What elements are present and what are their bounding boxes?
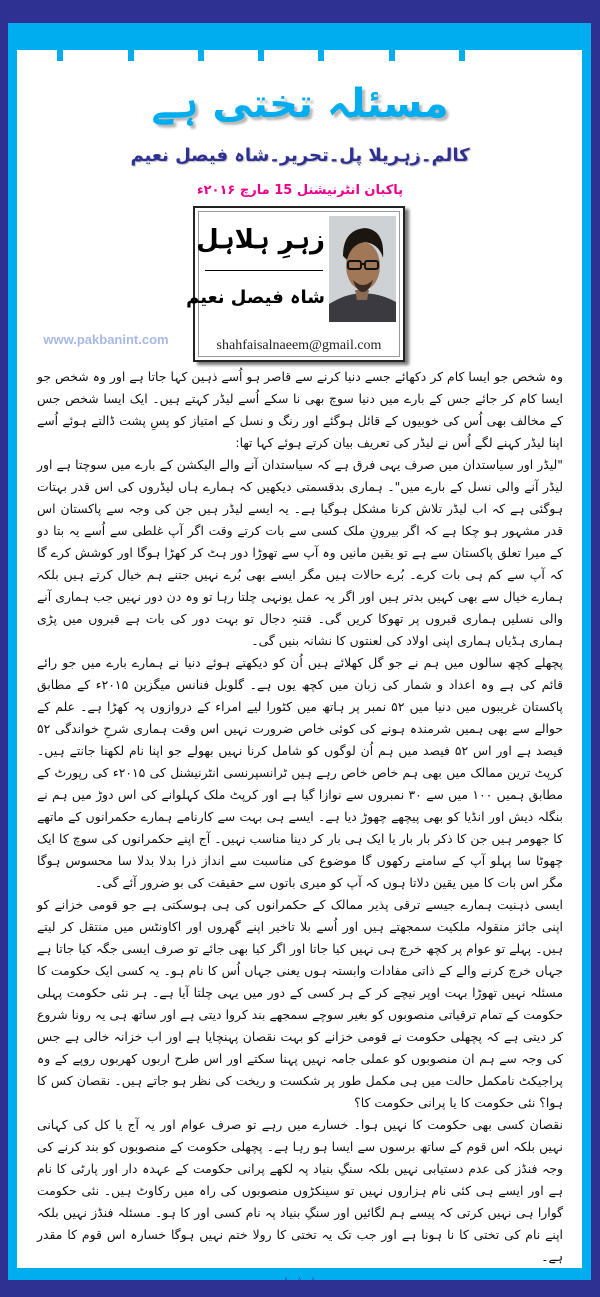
column-header-box (186, 206, 405, 362)
end-stars-icon: ☆☆☆ (279, 1275, 321, 1291)
publication-date: پاکبان انٹرنیشنل 15 مارچ ۲۰۱۶ء (196, 183, 404, 198)
frame-notch (198, 50, 204, 61)
paragraph: پچھلے کچھ سالوں میں ہم نے جو گل کھلائے ہیں اُن کو دیکھتے ہوئے دنیا نے ہمارے بارے میں جو رائے قائم کی ہے وہ اعداد و شمار کی زبان میں کچھ یوں ہے۔ گلوبل فنانس میگزین ۲۰۱۵ء کے مطابق پاکستان غریبوں میں دنیا میں ۵۲ نمبر پر ہاتھ میں کٹورا لیے امراء کے دروازوں پہ کھڑا ہے۔ علم کے حوالے سے بھی ہمیں شرمندہ ہونے کی کوئی خاص ضرورت نہیں اس وقت ہماری شرحِ خواندگی ۵۲ فیصد ہے اور اس ۵۲ فیصد میں ہم اُن لوگوں کو شامل کرنا نہیں بھولے جو اپنا نام لکھنا جانتے ہیں۔ کرپٹ ترین ممالک میں بھی ہم خاص خاص رہے ہیں ٹرانسپرنسی انٹرنیشنل کی ۲۰۱۵ء کی رپورٹ کے مطابق ہمیں ۱۰۰ میں سے ۳۰ نمبروں سے نوازا گیا ہے اور کرپٹ ملک کہلوانے کی اس دوڑ میں ہم نے بنگلہ دیش اور انڈیا کو بھی پیچھے چھوڑ دیا ہے۔ ایسے ہی بہت سے کارنامے ہمارے حکمرانوں کے ماتھے کا جھومر ہیں جن کا ذکر بار بار یا ایک ہی بار کر دینا مناسب نہیں۔ آج اپنے حکمرانوں کی سوچ کا ایک چھوٹا سا پہلو آپ کے سامنے رکھوں گا موضوع کی مناسبت سے انداز ذرا بدلا بدلا سا محسوس ہوگا مگر اس بات کا میں یقین دلاتا ہوں کہ آپ کو میری باتوں سے حقیقت کی بو ضرور آئے گی۔ (37, 655, 563, 890)
author-email: shahfaisalnaeem@gmail.com (216, 338, 382, 353)
author-name: شاہ فیصل نعیم (186, 287, 325, 308)
divider (205, 270, 323, 271)
paragraph: ایسی ذہنیت ہمارے جیسے ترقی پذیر ممالک کے حکمرانوں کی ہی ہوسکتی ہے جو قومی خزانے کو اپنی جائز منقولہ ملکیت سمجھتے ہیں اور اُسے بلا تاخیر اپنے گھروں اور اکاونٹس میں منتقل کر لیتے ہیں۔ پہلے تو عوام پر کچھ خرچ ہی نہیں کیا جاتا اور اگر کیا بھی جائے تو صرف ایسی جگہ کیا جاتا ہے جہاں خرچ کرنے والے کے ذاتی مفادات وابستہ ہوں یعنی جہاں اُس کا نام ہو۔ یہ کسی ایک حکومت کا مسئلہ نہیں تھوڑا بہت اوپر نیچے کر کے ہر کسی کے دور میں یہی چلتا آیا ہے۔ ہر نئی حکومت پہلی حکومت کے تمام ترقیاتی منصوبوں کو بغیر سوچے سمجھے بند کروا دیتی ہے اور ساتھ ہی یہ رونا شروع کر دیتی ہے کہ پچھلی حکومت نے قومی خزانے کو بہت نقصان پہنچایا ہے اور اب خزانہ خالی ہے جس کی وجہ سے ہم ان منصوبوں کو عملی جامہ نہیں پہنا سکتے اور اس طرح اربوں کھربوں روپے کے وہ پراجیکٹ نامکمل حالت میں ہی مکمل طور پر شکست و ریخت کی نظر ہو جاتے ہیں۔ نقصان کس کا ہوا؟ نئی حکومت کا یا پرانی حکومت کا؟ (37, 897, 563, 1110)
paragraph: "لیڈر اور سیاستدان میں صرف یہی فرق ہے کہ سیاستدان آنے والے الیکشن کے بارے میں سوچتا ہے اور لیڈر آنے والی نسل کے بارے میں"۔ ہماری بدقسمتی دیکھیں کہ ہمارے ہاں لیڈروں کی اس قدر بہتات ہوگئی ہے کہ اب لیڈر تلاش کرنا مشکل ہوگیا ہے۔ یہ ایسے لیڈر ہیں جن کی وجہ سے پاکستان اس قدر مشہور ہو چکا ہے کہ اگر بیرونِ ملک کسی سے بات کرتے وقت اگر آپ غلطی سے اُسے یہ بتا دو کے میرا تعلق پاکستان سے ہے تو یقین مانیں وہ آپ سے تھوڑا دور ہٹ کر کھڑا ہوگا اور کوشش کرے گا کہ آپ سے کم ہی بات کرے۔ بُرے حالات ہیں مگر ایسے بھی بُرے نہیں جتنے ہم خیال کرتے ہیں بلکہ ہمارے خیال سے بھی کہیں بدتر ہیں اور اگر یہ عمل یونہی چلتا رہا تو وہ دن دور نہیں جب ہماری آنے والی نسلیں ہماری قبروں پر تھوکا کریں گی۔ فتنہِ دجال تو بہت دور کی بات ہے قبروں میں پڑی ہماری ہڈیاں ہماری اپنی اولاد کی لعنتوں کا نشانہ بنیں گی۔ (37, 457, 563, 648)
paragraph: وہ شخص جو ایسا کام کر دکھائے جسے دنیا کرنے سے قاصر ہو اُسے ذہین کہا جاتا ہے اور وہ شخص جو ایسا کام کر جائے جس کے بارے میں دنیا سوچ بھی نا سکے اُسے لیڈر کہتے ہیں۔ ایک ایسا شخص جس کے مخالف بھی اُس کی خوبیوں کے قائل ہوگئے اور رنگ و نسل کے امتیاز کو پسِ پشت ڈالتے ہوئے اُسے اپنا لیڈر کہنے لگے اُس نے لیڈر کی تعریف بیان کرتے ہوئے کہا تھا: (37, 369, 563, 450)
frame-notch (318, 50, 324, 61)
article-body (37, 366, 563, 1294)
frame-notch (258, 50, 264, 61)
paragraph: نقصان کسی بھی حکومت کا نہیں ہوا۔ خسارے میں رہے تو صرف عوام اور یہ آج یا کل کی کہانی نہیں بلکہ اس قوم کے ساتھ برسوں سے ایسا ہو رہا ہے۔ پچھلی حکومت کے منصوبوں کو بند کرنے کی وجہ فنڈز کی عدم دستیابی نہیں بلکہ سنگِ بنیاد پہ لکھے پرانی حکومت کے عہدہ دار اور پارٹی کا نام ہے اور ایسے ہی کئی نام ہزاروں نہیں تو سینکڑوں منصوبوں کی راہ میں رکاوٹ ہیں۔ نئی حکومت گوارا ہی نہیں کرتی کہ پیسے ہم لگائیں اور سنگِ بنیاد پہ نام کسی اور کا ہو۔ مسئلہ فنڈز نہیں بلکہ اپنے نام کی تختی کا نا ہونا ہے اور جب تک یہ تختی کا رولا ختم نہیں ہوگا خسارہ اس قوم کا مقدر ہے۔ (37, 1117, 563, 1264)
column-name: زہرِ ہلاہل (196, 225, 325, 255)
frame-notch (128, 50, 134, 61)
frame-notch (389, 50, 395, 61)
watermark: www.pakbanint.com (43, 332, 169, 347)
column-byline: کالم۔زہریلا پل۔تحریر۔شاہ فیصل نعیم (130, 145, 470, 166)
article-title: مسئلہ تختی ہے (151, 81, 449, 127)
frame-notch (57, 50, 63, 61)
frame-notch (459, 50, 465, 61)
author-photo (329, 216, 396, 322)
